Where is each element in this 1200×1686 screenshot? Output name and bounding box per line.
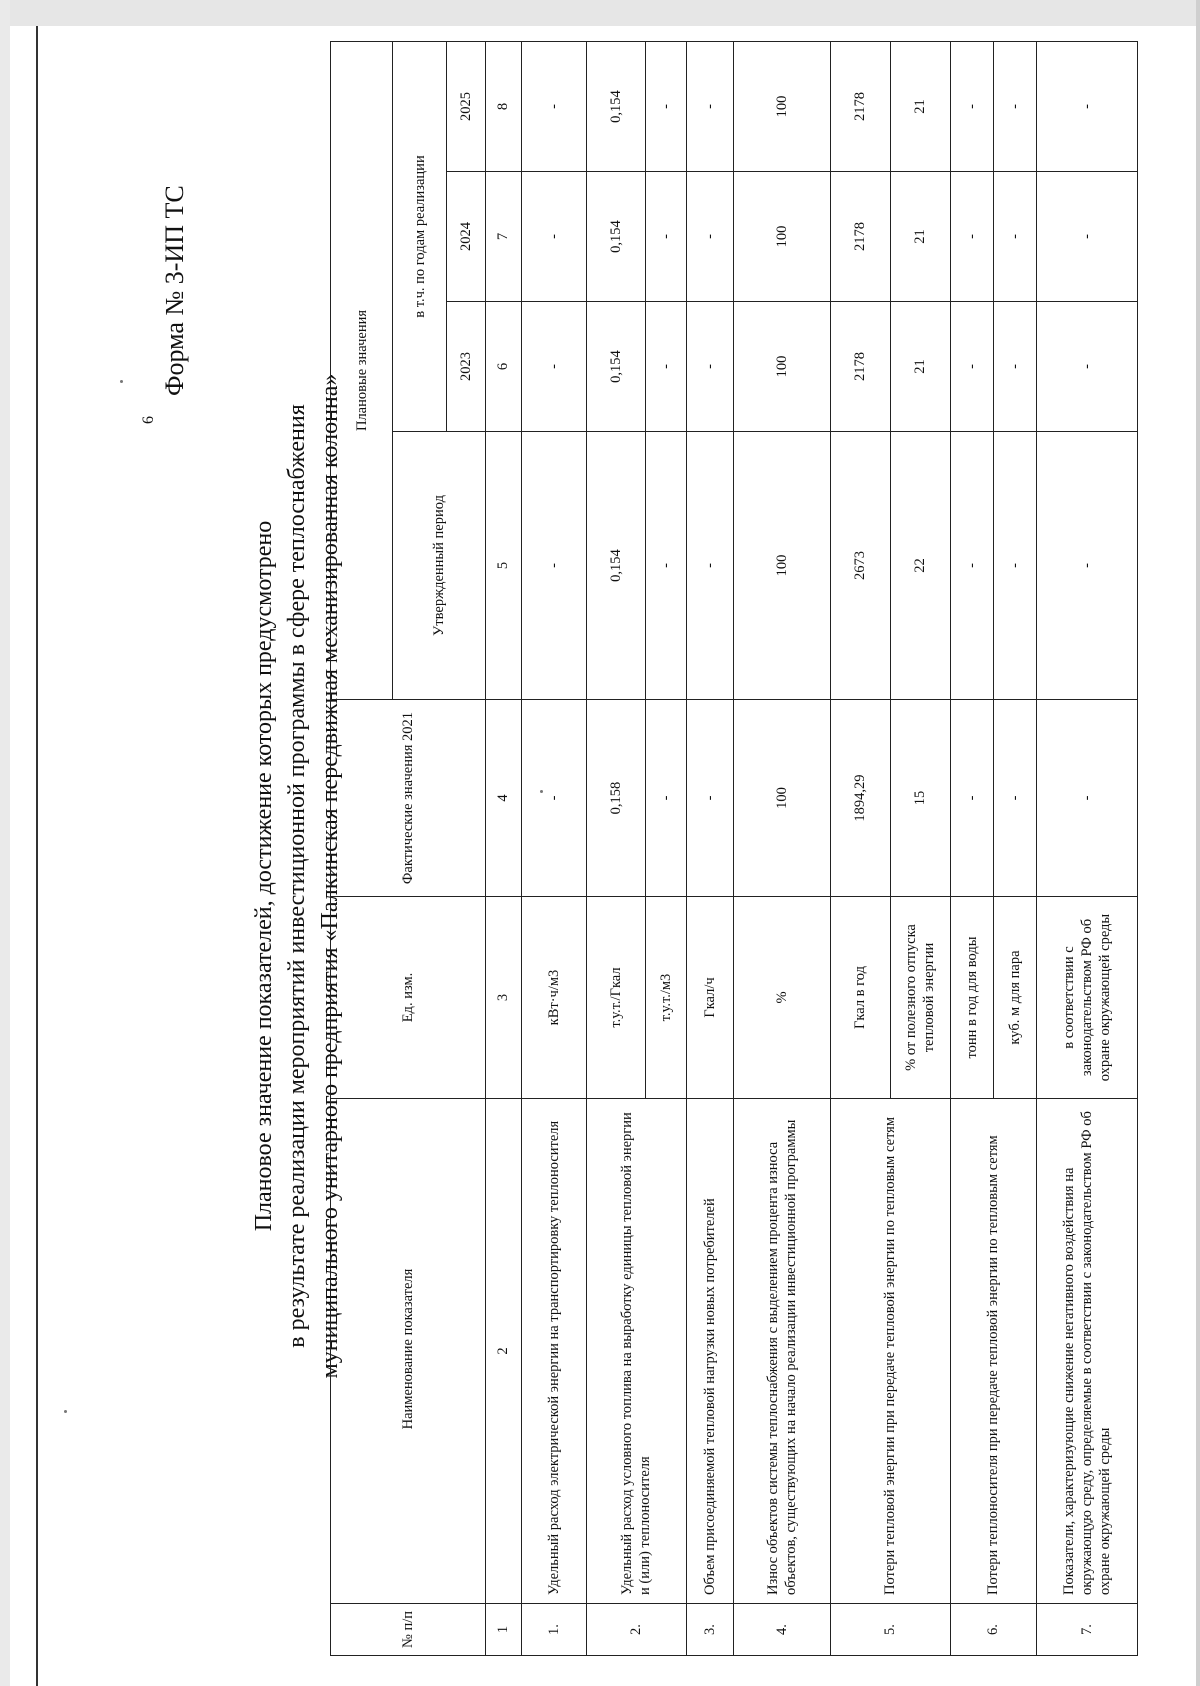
- unit-cell: куб. м для пара: [993, 897, 1036, 1099]
- row-number: 6.: [950, 1604, 1036, 1656]
- value-2023: -: [645, 302, 686, 432]
- header-name: Наименование показателя: [331, 1099, 486, 1604]
- value-2023: 21: [890, 302, 950, 432]
- value-2024: -: [950, 172, 993, 302]
- fact-value: -: [686, 700, 733, 897]
- approved-value: 0,154: [586, 432, 645, 700]
- fact-value: -: [522, 700, 586, 897]
- approved-value: -: [686, 432, 733, 700]
- approved-value: 2673: [830, 432, 890, 700]
- unit-cell: % от полезного отпуска тепловой энергии: [890, 897, 950, 1099]
- indicators-table: [330, 41, 1138, 1656]
- value-2023: -: [993, 302, 1036, 432]
- fact-value: 15: [890, 700, 950, 897]
- value-2023: 0,154: [586, 302, 645, 432]
- value-2025: 0,154: [586, 42, 645, 172]
- indicator-name: Удельный расход электрической энергии на транспортировку теплоносителя: [522, 1099, 586, 1604]
- value-2024: 0,154: [586, 172, 645, 302]
- value-2025: -: [686, 42, 733, 172]
- form-number: Форма № 3-ИП ТС: [160, 185, 189, 396]
- approved-value: 100: [733, 432, 830, 700]
- column-number: 7: [485, 172, 522, 302]
- unit-cell: Гкал/ч: [686, 897, 733, 1099]
- value-2024: -: [1036, 172, 1137, 302]
- row-number: 7.: [1036, 1604, 1137, 1656]
- value-2025: -: [993, 42, 1036, 172]
- value-2024: -: [686, 172, 733, 302]
- value-2023: -: [1036, 302, 1137, 432]
- title-line: муниципального унитарного предприятия «Палкинская передвижная механизированная колонна»: [317, 373, 343, 1379]
- fact-value: -: [993, 700, 1036, 897]
- fact-value: -: [1036, 700, 1137, 897]
- page-number: 6: [140, 416, 157, 424]
- row-number: 5.: [830, 1604, 950, 1656]
- approved-value: -: [645, 432, 686, 700]
- value-2024: -: [645, 172, 686, 302]
- fact-value: -: [645, 700, 686, 897]
- column-number: 6: [485, 302, 522, 432]
- table-row: [733, 42, 830, 1656]
- table-row: [950, 42, 993, 1656]
- header-plan: Плановые значения: [331, 42, 393, 700]
- row-number: 2.: [586, 1604, 686, 1656]
- value-2025: -: [1036, 42, 1137, 172]
- fact-value: -: [950, 700, 993, 897]
- approved-value: -: [522, 432, 586, 700]
- unit-cell: %: [733, 897, 830, 1099]
- value-2023: -: [950, 302, 993, 432]
- value-2023: 2178: [830, 302, 890, 432]
- fact-value: 100: [733, 700, 830, 897]
- value-2024: 100: [733, 172, 830, 302]
- row-number: 1.: [522, 1604, 586, 1656]
- unit-cell: в соответствии с законодательством РФ об охране окружающей среды: [1036, 897, 1137, 1099]
- value-2025: 100: [733, 42, 830, 172]
- value-2023: 100: [733, 302, 830, 432]
- column-number: 1: [485, 1604, 522, 1656]
- indicator-name: Износ объектов системы теплоснабжения с выделением процента износа объектов, существующих на начало реализации инвестиционной программы: [733, 1099, 830, 1604]
- value-2024: 2178: [830, 172, 890, 302]
- approved-value: -: [1036, 432, 1137, 700]
- unit-cell: Гкал в год: [830, 897, 890, 1099]
- approved-value: -: [950, 432, 993, 700]
- table-row: [686, 42, 733, 1656]
- header-unit: Ед. изм.: [331, 897, 486, 1099]
- value-2023: -: [686, 302, 733, 432]
- header-by-years: в т.ч. по годам реализации: [393, 42, 447, 432]
- value-2025: 2178: [830, 42, 890, 172]
- value-2023: -: [522, 302, 586, 432]
- header-num: № п/п: [331, 1604, 486, 1656]
- header-row: [331, 42, 393, 1656]
- column-number: 8: [485, 42, 522, 172]
- column-number: 5: [485, 432, 522, 700]
- indicator-name: Удельный расход условного топлива на выработку единицы тепловой энергии и (или) теплоносителя: [586, 1099, 686, 1604]
- unit-cell: т.у.т./Гкал: [586, 897, 645, 1099]
- indicator-name: Показатели, характеризующие снижение негативного воздействия на окружающую среду, определяемые в соответствии с законодательством РФ об охране окружающей среды: [1036, 1099, 1137, 1604]
- title-line: в результате реализации мероприятий инвестиционной программы в сфере теплоснабжения: [284, 404, 310, 1348]
- approved-value: 22: [890, 432, 950, 700]
- unit-cell: т.у.т./м3: [645, 897, 686, 1099]
- value-2025: -: [522, 42, 586, 172]
- table-row: [522, 42, 586, 1656]
- header-year: 2024: [447, 172, 486, 302]
- unit-cell: кВт·ч/м3: [522, 897, 586, 1099]
- header-year: 2025: [447, 42, 486, 172]
- value-2025: -: [950, 42, 993, 172]
- row-number: 3.: [686, 1604, 733, 1656]
- value-2024: -: [993, 172, 1036, 302]
- indicator-name: Потери тепловой энергии при передаче тепловой энергии по тепловым сетям: [830, 1099, 950, 1604]
- value-2025: -: [645, 42, 686, 172]
- approved-value: -: [993, 432, 1036, 700]
- column-number-row: [485, 42, 522, 1656]
- value-2025: 21: [890, 42, 950, 172]
- table-row: [586, 42, 645, 1656]
- indicator-name: Потери теплоносителя при передаче тепловой энергии по тепловым сетям: [950, 1099, 1036, 1604]
- fact-value: 1894,29: [830, 700, 890, 897]
- fact-value: 0,158: [586, 700, 645, 897]
- value-2024: -: [522, 172, 586, 302]
- row-number: 4.: [733, 1604, 830, 1656]
- value-2024: 21: [890, 172, 950, 302]
- header-fact: Фактические значения 2021: [331, 700, 486, 897]
- header-approved: Утвержденный период: [393, 432, 485, 700]
- indicator-name: Объем присоединяемой тепловой нагрузки новых потребителей: [686, 1099, 733, 1604]
- column-number: 2: [485, 1099, 522, 1604]
- column-number: 4: [485, 700, 522, 897]
- header-year: 2023: [447, 302, 486, 432]
- table-row: [830, 42, 890, 1656]
- column-number: 3: [485, 897, 522, 1099]
- unit-cell: тонн в год для воды: [950, 897, 993, 1099]
- title-line: Плановое значение показателей, достижение которых предусмотрено: [251, 520, 277, 1232]
- table-row: [1036, 42, 1137, 1656]
